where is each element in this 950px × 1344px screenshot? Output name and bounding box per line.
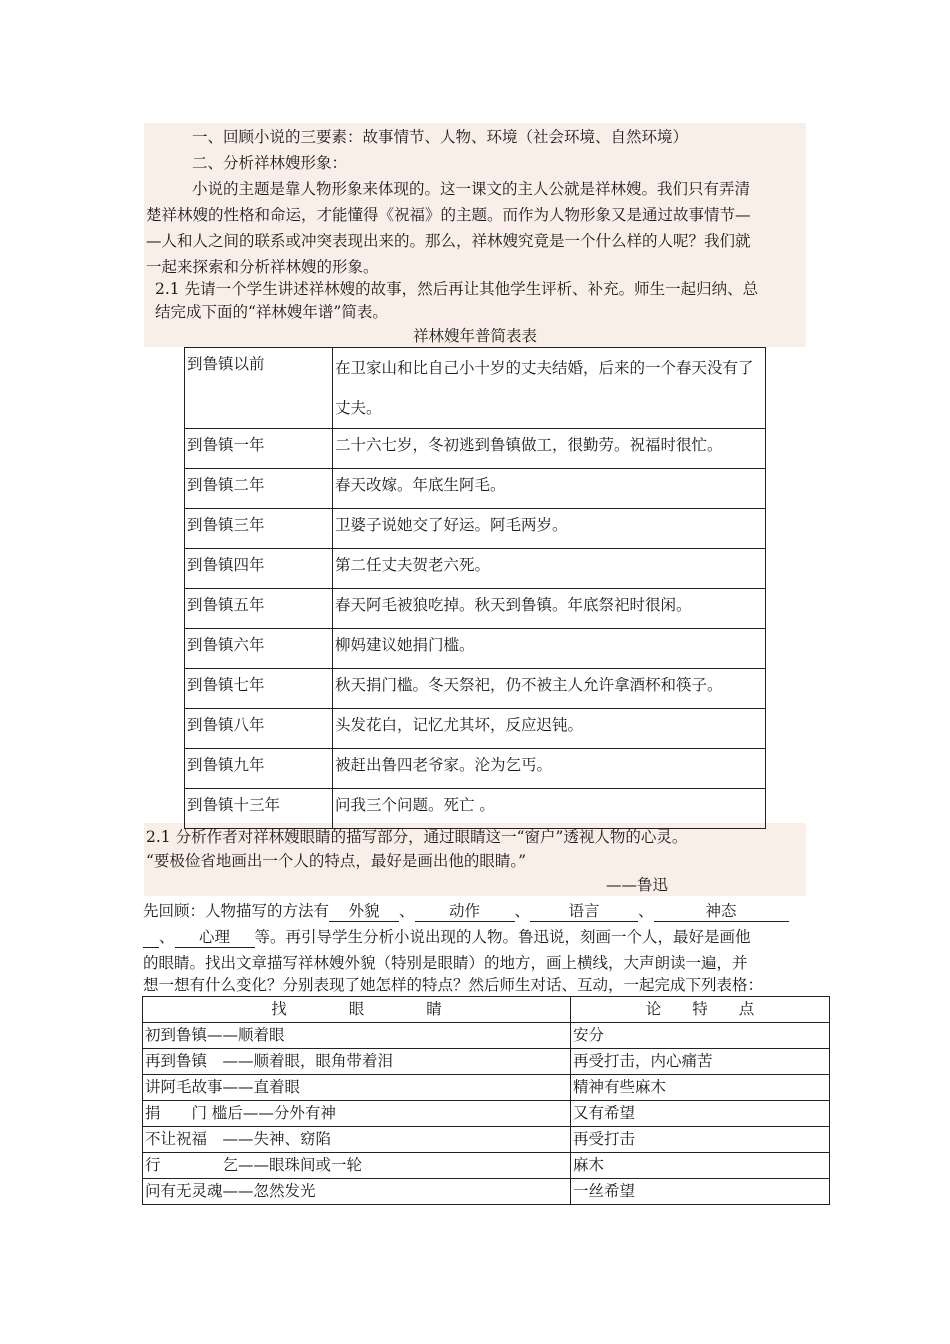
trait-cell: 麻木 [571, 1153, 830, 1179]
event-cell: 二十六七岁，冬初逃到鲁镇做工，很勤劳。祝福时很忙。 [333, 429, 766, 469]
review-line-2 [143, 924, 751, 950]
intro-para-1: 小说的主题是靠人物形象来体现的。这一课文的主人公就是祥林嫂。我们只有弄清 [192, 180, 751, 198]
trait-cell: 又有希望 [571, 1101, 830, 1127]
table-row [185, 429, 766, 469]
review-suffix: 等。再引导学生分析小说出现的人物。鲁迅说，刻画一个人，最好是画他 [254, 928, 751, 946]
event-cell: 春天阿毛被狼吃掉。秋天到鲁镇。年底祭祀时很闲。 [333, 589, 766, 629]
table-row [185, 749, 766, 789]
table-row [185, 469, 766, 509]
table-row [143, 1049, 830, 1075]
table-row [143, 1101, 830, 1127]
separator: 、 [399, 902, 415, 920]
table-row [185, 348, 766, 429]
separator: 、 [514, 902, 531, 920]
timeline-title: 祥林嫂年普简表表 [412, 327, 537, 345]
period-cell: 到鲁镇以前 [185, 348, 333, 429]
separator: 、 [159, 928, 175, 946]
period-cell: 到鲁镇七年 [185, 669, 333, 709]
eye-cell: 捐 门 槛后——分外有神 [143, 1101, 571, 1127]
method-blank: 神态 [654, 901, 789, 922]
step1-line-1: 2.1 先请一个学生讲述祥林嫂的故事，然后再让其他学生评析、补充。师生一起归纳、总 [155, 280, 759, 298]
table-row [143, 1179, 830, 1205]
period-cell: 到鲁镇五年 [185, 589, 333, 629]
eye-cell: 再到鲁镇 ——顺着眼，眼角带着泪 [143, 1049, 571, 1075]
trait-cell: 再受打击 [571, 1127, 830, 1153]
method-blank: 外貌 [329, 901, 399, 922]
period-cell: 到鲁镇十三年 [185, 789, 333, 829]
cont-line-2: 想一想有什么变化？分别表现了她怎样的特点？然后师生对话、互动，一起完成下列表格： [143, 976, 764, 994]
separator: 、 [638, 902, 654, 920]
table-row [143, 1023, 830, 1049]
header-row [143, 997, 830, 1023]
method-blank: 语言 [530, 901, 638, 922]
header-traits: 论 特 点 [571, 997, 830, 1023]
table-row [185, 669, 766, 709]
cont-line-1: 的眼睛。找出文章描写祥林嫂外貌（特别是眼睛）的地方，画上横线，大声朗读一遍，并 [143, 954, 748, 972]
table-row [143, 1075, 830, 1101]
intro-line-1: 一、回顾小说的三要素：故事情节、人物、环境（社会环境、自然环境） [192, 128, 689, 146]
period-cell: 到鲁镇八年 [185, 709, 333, 749]
period-cell: 到鲁镇四年 [185, 549, 333, 589]
event-cell: 柳妈建议她捐门槛。 [333, 629, 766, 669]
intro-para-3: —人和人之间的联系或冲突表现出来的。那么，祥林嫂究竟是一个什么样的人呢？我们就 [146, 232, 751, 250]
table-row [185, 709, 766, 749]
trait-cell: 安分 [571, 1023, 830, 1049]
table-row [185, 629, 766, 669]
period-cell: 到鲁镇三年 [185, 509, 333, 549]
trait-cell: 再受打击，内心痛苦 [571, 1049, 830, 1075]
intro-para-4: 一起来探索和分析祥林嫂的形象。 [146, 258, 379, 276]
eyes-table [142, 996, 830, 1205]
intro-line-2: 二、分析祥林嫂形象： [192, 154, 348, 172]
step2-line: 2.1 分析作者对祥林嫂眼睛的描写部分，通过眼睛这一“窗户”透视人物的心灵。 [146, 828, 688, 846]
eye-cell: 讲阿毛故事——直着眼 [143, 1075, 571, 1101]
event-cell: 卫婆子说她交了好运。阿毛两岁。 [333, 509, 766, 549]
blank-end [143, 927, 159, 948]
table-row [143, 1153, 830, 1179]
table-row [185, 589, 766, 629]
timeline-table [184, 347, 766, 829]
period-cell: 到鲁镇九年 [185, 749, 333, 789]
intro-para-2: 楚祥林嫂的性格和命运，才能懂得《祝福》的主题。而作为人物形象又是通过故事情节— [146, 206, 751, 224]
event-cell: 被赶出鲁四老爷家。沦为乞丐。 [333, 749, 766, 789]
event-cell: 在卫家山和比自己小十岁的丈夫结婚，后来的一个春天没有了丈夫。 [333, 348, 766, 429]
header-eyes: 找 眼 睛 [143, 997, 571, 1023]
eye-cell: 初到鲁镇——顺着眼 [143, 1023, 571, 1049]
lu-xun-quote: “要极俭省地画出一个人的特点，最好是画出他的眼睛。” [146, 852, 527, 870]
review-prefix: 先回顾：人物描写的方法有 [143, 902, 330, 920]
method-blank: 心理 [175, 927, 255, 948]
period-cell: 到鲁镇二年 [185, 469, 333, 509]
table-row [185, 789, 766, 829]
trait-cell: 精神有些麻木 [571, 1075, 830, 1101]
event-cell: 春天改嫁。年底生阿毛。 [333, 469, 766, 509]
method-blank: 动作 [415, 901, 515, 922]
event-cell: 问我三个问题。死亡 。 [333, 789, 766, 829]
review-line [143, 898, 789, 924]
event-cell: 头发花白，记忆尤其坏，反应迟钝。 [333, 709, 766, 749]
eye-cell: 行 乞——眼珠间或一轮 [143, 1153, 571, 1179]
eye-cell: 不让祝福 ——失神、窈陷 [143, 1127, 571, 1153]
trait-cell: 一丝希望 [571, 1179, 830, 1205]
table-row [185, 549, 766, 589]
period-cell: 到鲁镇一年 [185, 429, 333, 469]
step1-line-2: 结完成下面的“祥林嫂年谱”简表。 [155, 303, 388, 321]
table-row [143, 1127, 830, 1153]
event-cell: 秋天捐门槛。冬天祭祀，仍不被主人允许拿酒杯和筷子。 [333, 669, 766, 709]
event-cell: 第二任丈夫贺老六死。 [333, 549, 766, 589]
table-row [185, 509, 766, 549]
quote-author: ——鲁迅 [606, 876, 669, 894]
eye-cell: 问有无灵魂——忽然发光 [143, 1179, 571, 1205]
period-cell: 到鲁镇六年 [185, 629, 333, 669]
